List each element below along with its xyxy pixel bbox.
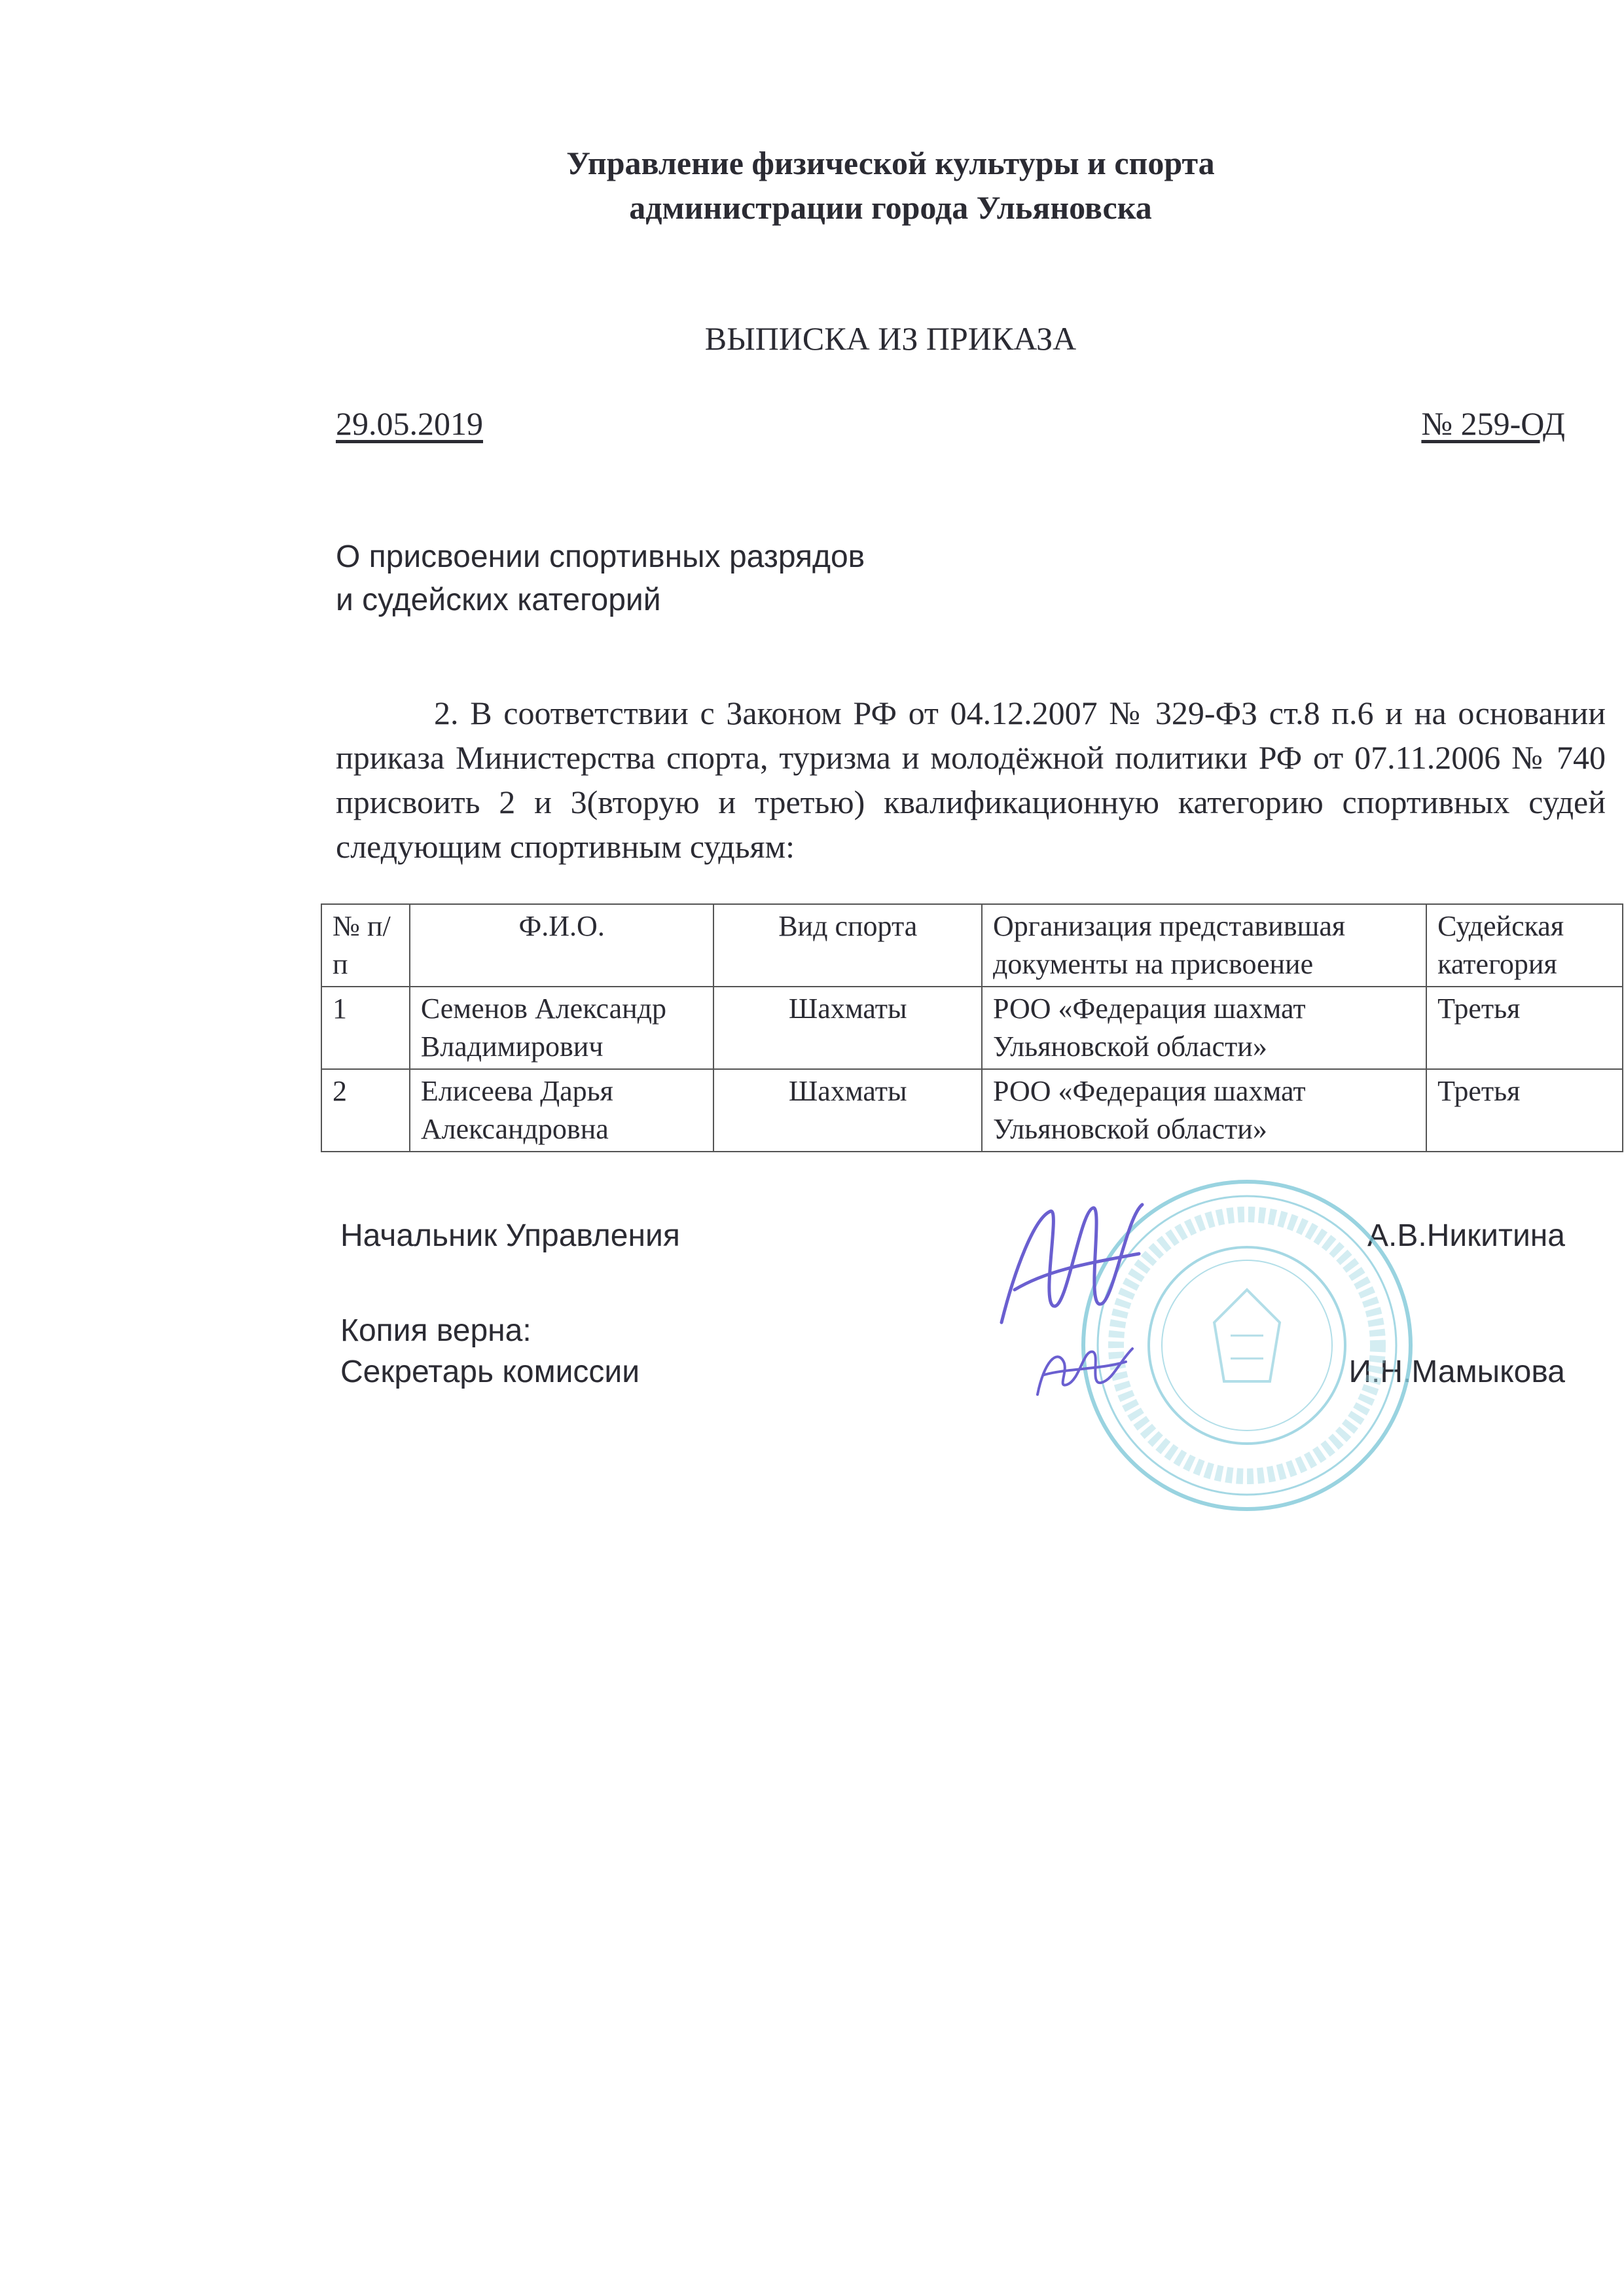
- secretary-signature-icon: [1028, 1322, 1139, 1414]
- copy-label: Копия верна:: [340, 1313, 532, 1348]
- order-subject: [336, 536, 865, 622]
- secretary-role: Секретарь комиссии: [340, 1355, 640, 1389]
- order-paragraph: 2. В соответствии с Законом РФ от 04.12.2007 № 329-ФЗ ст.8 п.6 и на основании приказа Министерства спорта, туризма и молодёжной политики РФ от 07.11.2006 № 740 присвоить 2 и 3(вторую и третью) квалификационную категорию спортивных судей следующим спортивным судьям:: [336, 695, 1606, 865]
- cell-number: 1: [321, 987, 410, 1069]
- header-cell-category: Судейская категория: [1426, 904, 1623, 987]
- header-line-1: Управление физической культуры и спорта: [566, 145, 1215, 181]
- subject-line-1: О присвоении спортивных разрядов: [336, 539, 865, 574]
- subject-line-2: и судейских категорий: [336, 583, 661, 617]
- order-date: 29.05.2019: [336, 405, 483, 442]
- table-row: [321, 987, 1623, 1069]
- cell-name: Елисеева Дарья Александровна: [410, 1069, 714, 1152]
- header-cell-number: № п/п: [321, 904, 410, 987]
- table-header-row: [321, 904, 1623, 987]
- cell-category: Третья: [1426, 1069, 1623, 1152]
- document-header: [0, 141, 1624, 230]
- header-line-2: администрации города Ульяновска: [629, 189, 1152, 226]
- header-cell-name: Ф.И.О.: [410, 904, 714, 987]
- header-cell-organization: Организация представившая документы на присвоение: [982, 904, 1426, 987]
- cell-sport: Шахматы: [713, 987, 982, 1069]
- head-name: А.В.Никитина: [1367, 1218, 1565, 1253]
- table-row: [321, 1069, 1623, 1152]
- cell-sport: Шахматы: [713, 1069, 982, 1152]
- header-cell-sport: Вид спорта: [713, 904, 982, 987]
- head-role: Начальник Управления: [340, 1218, 680, 1253]
- cell-organization: РОО «Федерация шахмат Ульяновской области»: [982, 987, 1426, 1069]
- cell-organization: РОО «Федерация шахмат Ульяновской области»: [982, 1069, 1426, 1152]
- head-signature-icon: [988, 1192, 1159, 1342]
- cell-category: Третья: [1426, 987, 1623, 1069]
- secretary-name: И.Н.Мамыкова: [1348, 1355, 1565, 1389]
- cell-name: Семенов Александр Владимирович: [410, 987, 714, 1069]
- judges-table: [321, 903, 1623, 1152]
- document-title: ВЫПИСКА ИЗ ПРИКАЗА: [704, 320, 1077, 357]
- order-number: № 259-ОД: [1421, 405, 1565, 442]
- cell-number: 2: [321, 1069, 410, 1152]
